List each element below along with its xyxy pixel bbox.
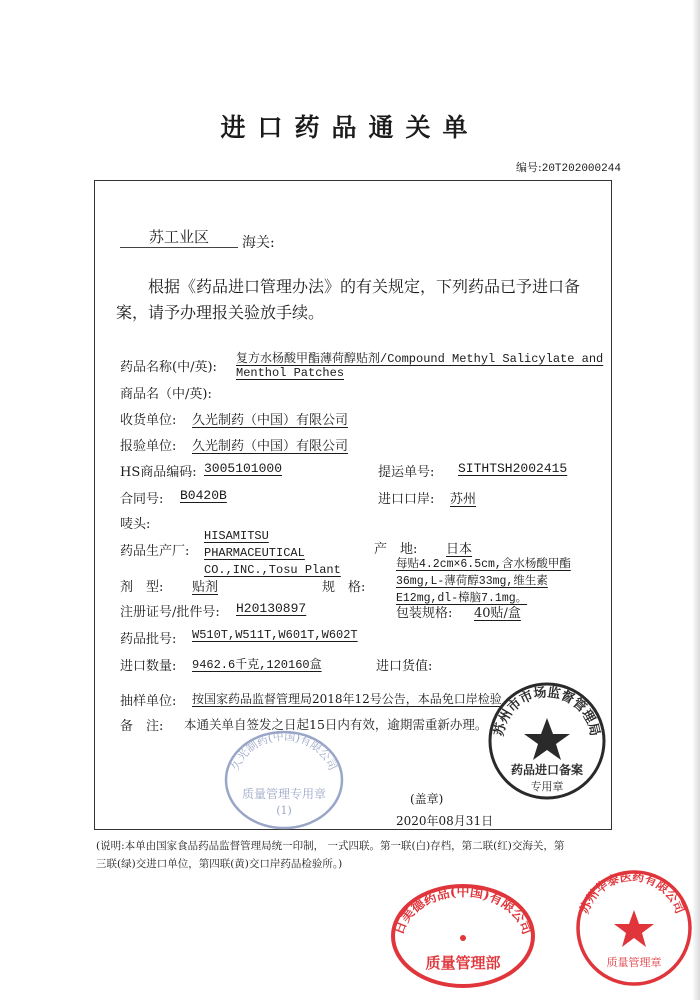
- bill-label: 提运单号:: [378, 465, 435, 480]
- declarer-value: 久光制药（中国）有限公司: [192, 439, 349, 454]
- batch-label: 药品批号:: [120, 632, 177, 647]
- remark-label: 备 注:: [120, 719, 164, 734]
- seal-note: (盖章): [410, 792, 444, 806]
- bill-value: SITHTSH2002415: [458, 461, 568, 476]
- serial-value: 20T202000244: [541, 163, 621, 175]
- trade-name-label: 商品名（中/英):: [120, 387, 212, 402]
- authority-seal: [486, 680, 608, 802]
- contract-label: 合同号:: [120, 492, 164, 507]
- dosage-form-label: 剂 型:: [120, 580, 164, 595]
- manufacturer-label: 药品生产厂:: [120, 544, 190, 559]
- hs-code-value: 3005101000: [204, 461, 283, 476]
- batch-value: W510T,W511T,W601T,W602T: [192, 628, 358, 642]
- rijing-seal-bottom-text: 质量管理部: [425, 954, 501, 972]
- huatai-seal-bottom-text: 质量管理章: [606, 956, 662, 969]
- consignee-value: 久光制药（中国）有限公司: [192, 413, 349, 428]
- port-label: 进口口岸:: [378, 492, 435, 507]
- port-value: 苏州: [450, 492, 477, 507]
- origin-label: 产 地:: [374, 542, 418, 557]
- sampling-label: 抽样单位:: [120, 694, 177, 709]
- remark-value: 本通关单自签发之日起15日内有效，逾期需重新办理。: [184, 717, 488, 732]
- company-seal-bottom-text: 质量管理专用章: [241, 787, 327, 801]
- rijing-seal-top-text: 日美德药品(中国)有限公司: [391, 885, 535, 937]
- star-icon: [524, 718, 570, 760]
- quantity-value: 9462.6千克,120160盒: [192, 658, 322, 672]
- contract-value: B0420B: [180, 488, 227, 503]
- authority-seal-top-text: 苏州市市场监督管理局: [492, 685, 602, 738]
- scan-edge: [692, 0, 700, 1000]
- dosage-form-value: 贴剂: [192, 580, 219, 595]
- footnote-line-1: (说明:本单由国家食品药品监督管理局统一印制， 一式四联。第一联(白)存档，第二联(红)交海关，第: [96, 840, 565, 852]
- svg-text:久光制药(中国)有限公司: [228, 729, 340, 773]
- customs-suffix: 海关:: [242, 235, 275, 251]
- registration-label: 注册证号/批件号:: [120, 605, 220, 620]
- drug-name-line-2: Menthol Patches: [236, 366, 345, 380]
- spec-line-3: E12mg,dl-樟脑7.1mg。: [396, 592, 528, 605]
- customs-underline: [120, 247, 238, 248]
- seal-dot-icon: [460, 935, 466, 941]
- company-seal-top-text: 久光制药(中国)有限公司: [228, 729, 340, 773]
- svg-text:日美德药品(中国)有限公司: [392, 884, 535, 937]
- drug-name-line-1: 复方水杨酸甲酯薄荷醇贴剂/Compound Methyl Salicylate and: [236, 352, 604, 366]
- star-icon: [614, 910, 654, 947]
- company-seal-number: (1): [276, 804, 292, 817]
- issue-date: 2020年08月31日: [396, 814, 494, 828]
- authority-seal-bottom-text: 专用章: [530, 780, 564, 793]
- svg-text:苏州华泰医药有限公司: [576, 868, 687, 915]
- mark-label: 唛头:: [120, 517, 151, 532]
- manufacturer-line-3: CO.,INC.,Tosu Plant: [204, 563, 341, 577]
- footnote-line-2: 三联(绿)交进口单位，第四联(黄)交口岸药品检验所。): [96, 858, 343, 870]
- packaging-value: 40贴/盒: [474, 606, 521, 621]
- hs-code-label: HS商品编码:: [120, 465, 197, 480]
- drug-name-label: 药品名称(中/英):: [120, 360, 217, 375]
- spec-line-2: 36mg,L-薄荷醇33mg,维生素: [396, 575, 548, 588]
- packaging-label: 包装规格:: [396, 606, 453, 621]
- company-quality-seal: [220, 724, 348, 832]
- intro-line-2: 案，请予办理报关验放手续。: [116, 303, 325, 322]
- serial-label: 编号:: [516, 161, 542, 174]
- manufacturer-line-1: HISAMITSU: [204, 529, 269, 543]
- authority-seal-middle-text: 药品进口备案: [510, 763, 584, 777]
- serial-number: [516, 159, 621, 175]
- declarer-label: 报验单位:: [120, 439, 177, 454]
- origin-value: 日本: [446, 542, 473, 557]
- rijing-quality-seal: [388, 880, 538, 990]
- huatai-seal: [572, 868, 692, 988]
- document-title: 进口药品通关单: [220, 113, 480, 142]
- customs-name: 苏工业区: [148, 228, 209, 246]
- quantity-label: 进口数量:: [120, 659, 177, 674]
- spec-label: 规 格:: [322, 580, 366, 595]
- goods-value-label: 进口货值:: [376, 659, 433, 674]
- consignee-label: 收货单位:: [120, 413, 177, 428]
- huatai-seal-top-text: 苏州华泰医药有限公司: [577, 869, 687, 916]
- spec-line-1: 每贴4.2cm×6.5cm,含水杨酸甲酯: [396, 558, 571, 571]
- registration-value: H20130897: [236, 601, 307, 616]
- intro-line-1: 根据《药品进口管理办法》的有关规定，下列药品已予进口备: [148, 277, 581, 296]
- sampling-value: 按国家药品监督管理局2018年12号公告，本品免口岸检验: [192, 692, 502, 706]
- manufacturer-line-2: PHARMACEUTICAL: [204, 546, 305, 560]
